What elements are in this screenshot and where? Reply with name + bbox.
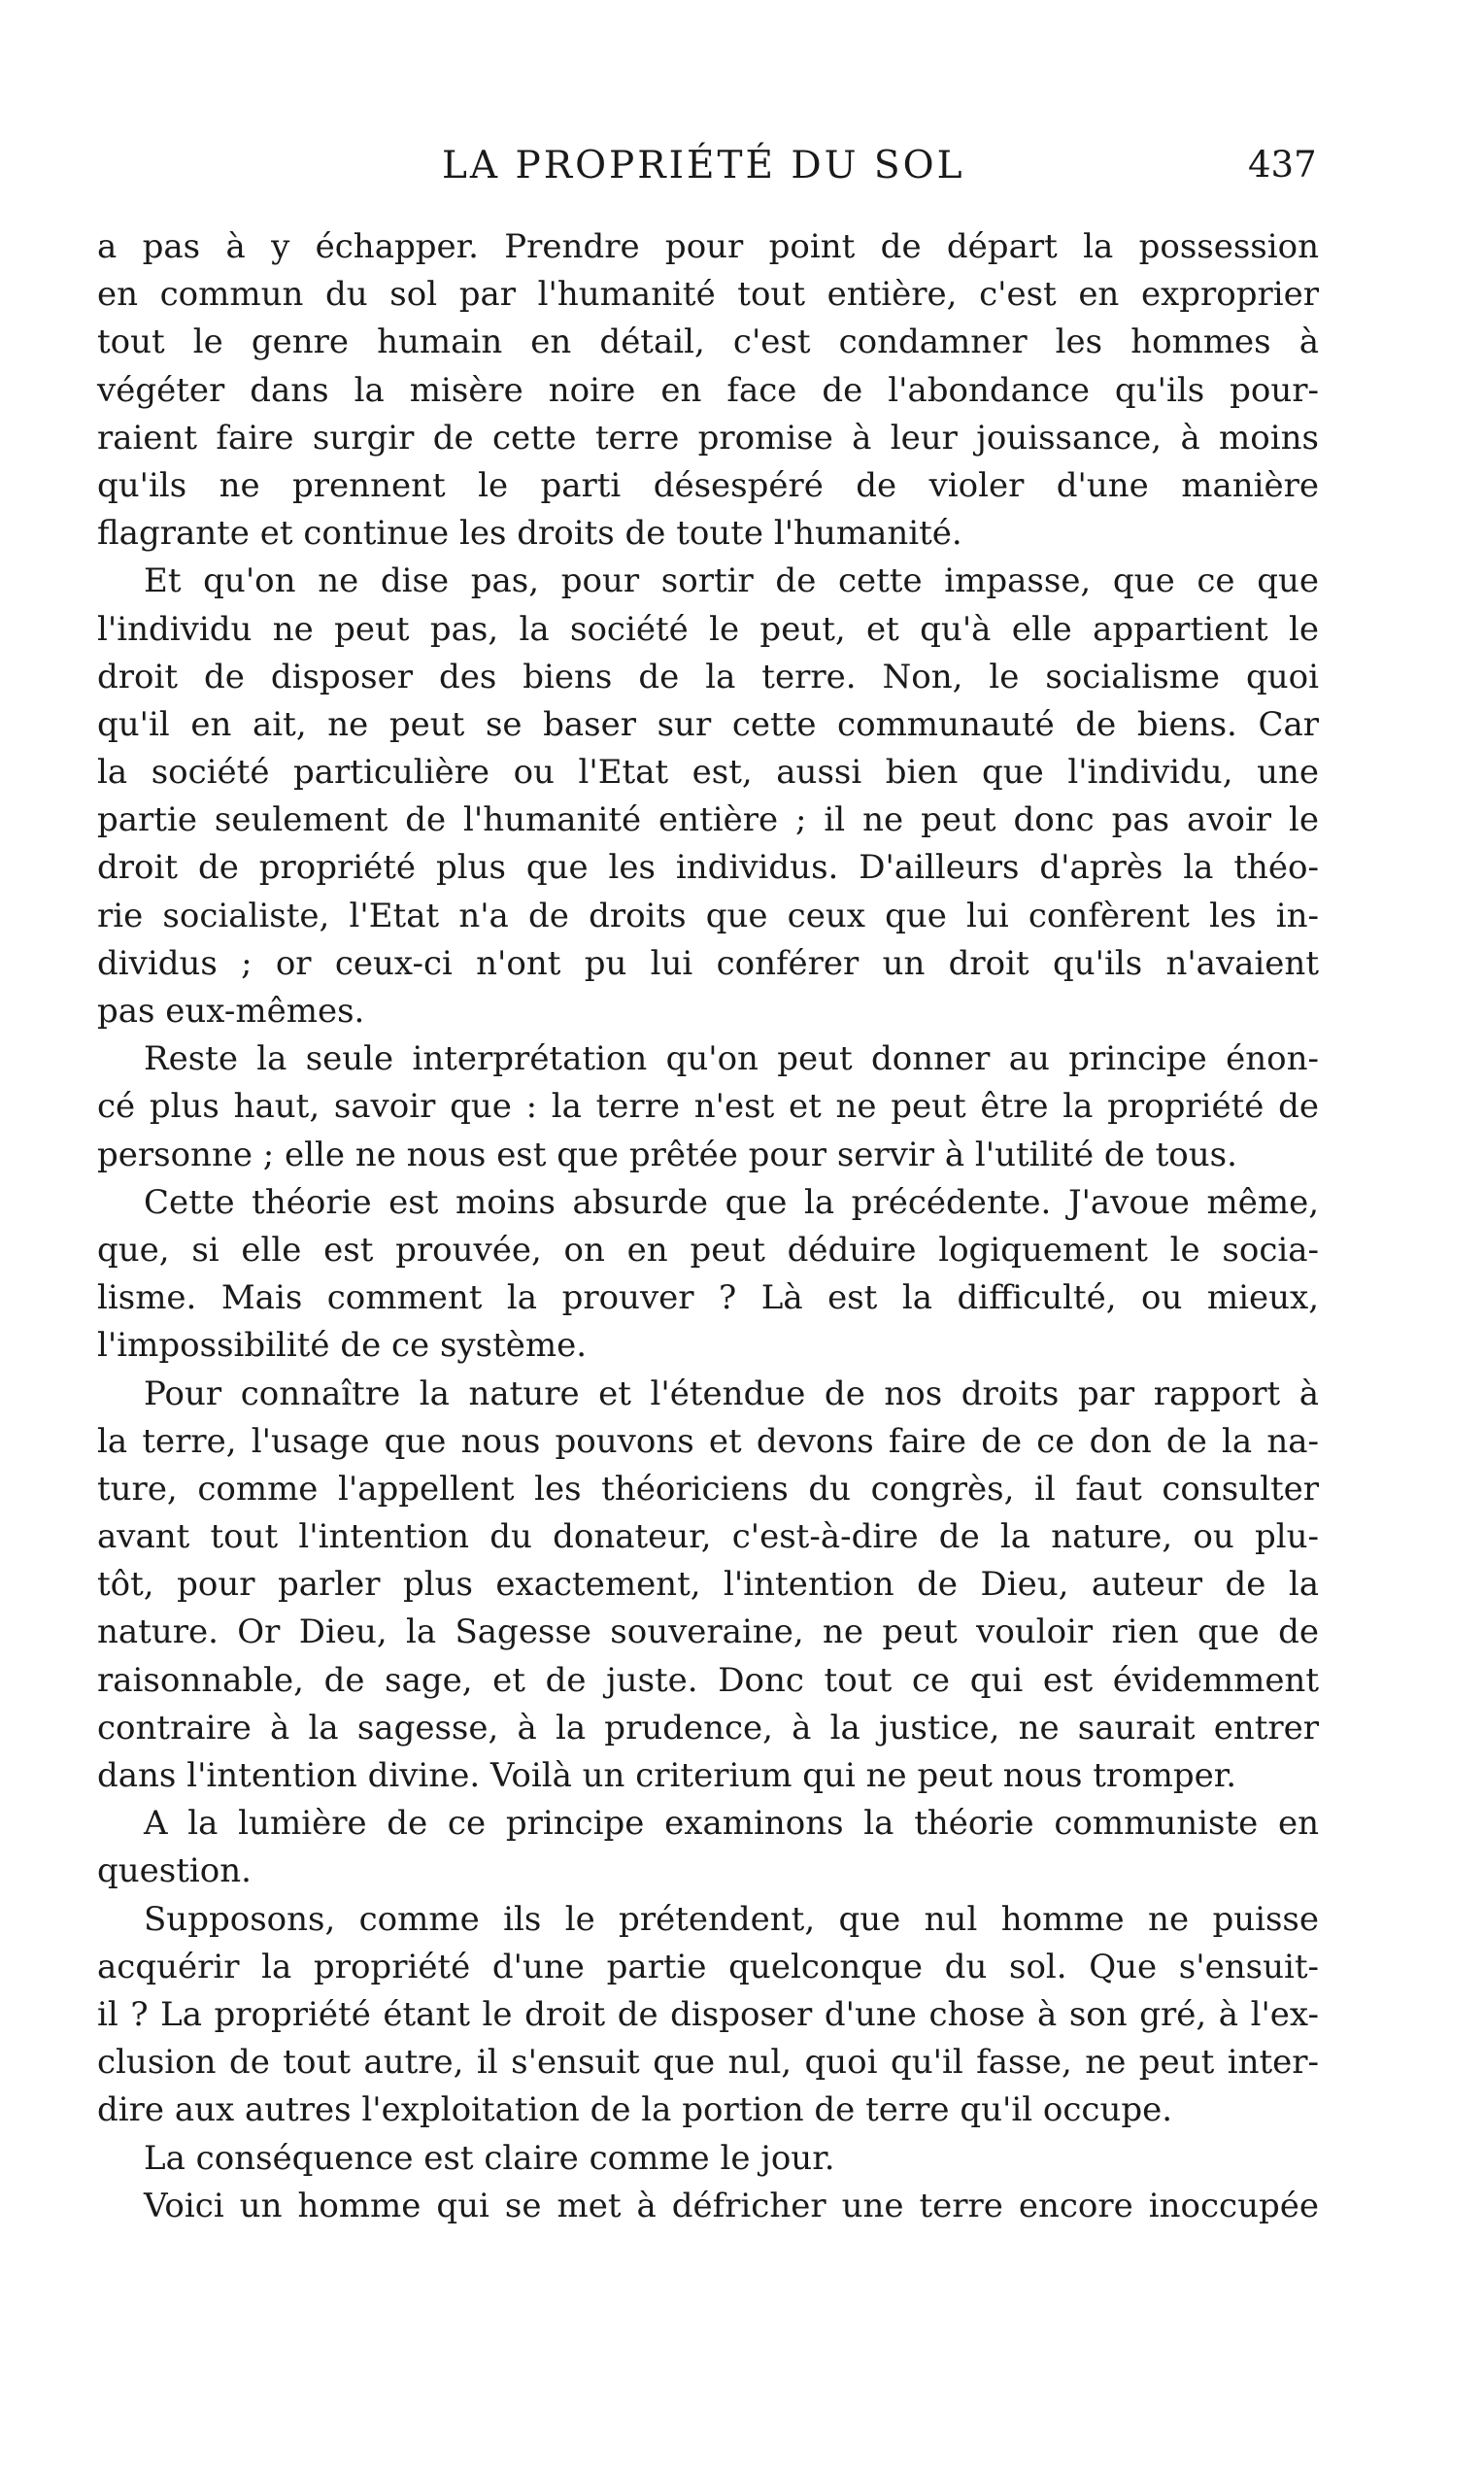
text-line: Supposons, comme ils le prétendent, que nul homme ne puisse <box>144 1899 1319 1939</box>
text-line: A la lumière de ce principe examinons la théorie communiste en <box>144 1804 1319 1844</box>
text-line: Cette théorie est moins absurde que la précédente. J'avoue même, <box>144 1182 1319 1222</box>
text-line: dans l'intention divine. Voilà un criterium qui ne peut nous tromper. <box>97 1756 1237 1795</box>
text-line: avant tout l'intention du donateur, c'est-à-dire de la nature, ou plu- <box>97 1517 1319 1557</box>
text-line: personne ; elle ne nous est que prêtée pour servir à l'utilité de tous. <box>97 1135 1237 1174</box>
paragraph <box>97 1035 1319 1179</box>
text-line: a pas à y échapper. Prendre pour point de départ la possession <box>97 227 1319 266</box>
running-title: LA PROPRIÉTÉ DU SOL <box>442 144 965 187</box>
text-line: la société particulière ou l'Etat est, aussi bien que l'individu, une <box>97 753 1319 793</box>
text-line: végéter dans la misère noire en face de l'abondance qu'ils pour- <box>97 370 1319 410</box>
paragraph <box>97 1179 1319 1371</box>
text-line: flagrante et continue les droits de toute l'humanité. <box>97 514 962 554</box>
text-line: Et qu'on ne dise pas, pour sortir de cette impasse, que ce que <box>144 561 1319 601</box>
text-line: pas eux-mêmes. <box>97 992 365 1031</box>
text-line: droit de disposer des biens de la terre. Non, le socialisme quoi <box>97 657 1319 696</box>
body-text <box>97 223 1319 2230</box>
text-line: Pour connaître la nature et l'étendue de nos droits par rapport à <box>144 1374 1319 1413</box>
text-line: Reste la seule interprétation qu'on peut donner au principe énon- <box>144 1039 1319 1079</box>
text-line: lisme. Mais comment la prouver ? Là est la difficulté, ou mieux, <box>97 1278 1319 1318</box>
running-head <box>0 144 1484 202</box>
page-number: 437 <box>1248 144 1317 186</box>
text-line: partie seulement de l'humanité entière ; il ne peut donc pas avoir le <box>97 800 1319 840</box>
text-line: cé plus haut, savoir que : la terre n'est et ne peut être la propriété de <box>97 1087 1319 1127</box>
text-line: ture, comme l'appellent les théoriciens du congrès, il faut consulter <box>97 1469 1319 1509</box>
text-line: raient faire surgir de cette terre promise à leur jouissance, à moins <box>97 418 1319 458</box>
text-line: tôt, pour parler plus exactement, l'intention de Dieu, auteur de la <box>97 1565 1319 1605</box>
paragraph <box>97 558 1319 1035</box>
text-line: contraire à la sagesse, à la prudence, à la justice, ne saurait entrer <box>97 1708 1319 1747</box>
paragraph <box>97 1800 1319 1895</box>
text-line: dire aux autres l'exploitation de la portion de terre qu'il occupe. <box>97 2090 1173 2130</box>
text-line: il ? La propriété étant le droit de disposer d'une chose à son gré, à l'ex- <box>97 1994 1319 2034</box>
text-line: droit de propriété plus que les individus. D'ailleurs d'après la théo- <box>97 848 1319 888</box>
text-line: question. <box>97 1851 252 1891</box>
text-line: dividus ; or ceux-ci n'ont pu lui conférer un droit qu'ils n'avaient <box>97 943 1319 983</box>
paragraph <box>97 223 1319 558</box>
text-line: que, si elle est prouvée, on en peut déduire logiquement le socia- <box>97 1230 1319 1270</box>
text-line: l'impossibilité de ce système. <box>97 1326 588 1366</box>
text-line: nature. Or Dieu, la Sagesse souveraine, ne peut vouloir rien que de <box>97 1612 1319 1652</box>
text-line: tout le genre humain en détail, c'est condamner les hommes à <box>97 322 1319 362</box>
text-line: raisonnable, de sage, et de juste. Donc tout ce qui est évidemment <box>97 1660 1319 1700</box>
text-line: clusion de tout autre, il s'ensuit que nul, quoi qu'il fasse, ne peut inter- <box>97 2043 1319 2083</box>
text-line: la terre, l'usage que nous pouvons et devons faire de ce don de la na- <box>97 1421 1319 1461</box>
text-line: en commun du sol par l'humanité tout entière, c'est en exproprier <box>97 275 1319 315</box>
text-line: qu'il en ait, ne peut se baser sur cette communauté de biens. Car <box>97 704 1319 744</box>
paragraph <box>97 2183 1319 2230</box>
text-line: Voici un homme qui se met à défricher une terre encore inoccupée <box>144 2186 1319 2225</box>
paragraph <box>97 2135 1319 2183</box>
text-line: La conséquence est claire comme le jour. <box>144 2138 835 2178</box>
paragraph <box>97 1896 1319 2135</box>
text-line: qu'ils ne prennent le parti désespéré de violer d'une manière <box>97 465 1319 505</box>
paragraph <box>97 1371 1319 1801</box>
text-line: l'individu ne peut pas, la société le peut, et qu'à elle appartient le <box>97 609 1319 649</box>
text-line: acquérir la propriété d'une partie quelconque du sol. Que s'ensuit- <box>97 1947 1319 1986</box>
text-line: rie socialiste, l'Etat n'a de droits que ceux que lui confèrent les in- <box>97 896 1319 935</box>
